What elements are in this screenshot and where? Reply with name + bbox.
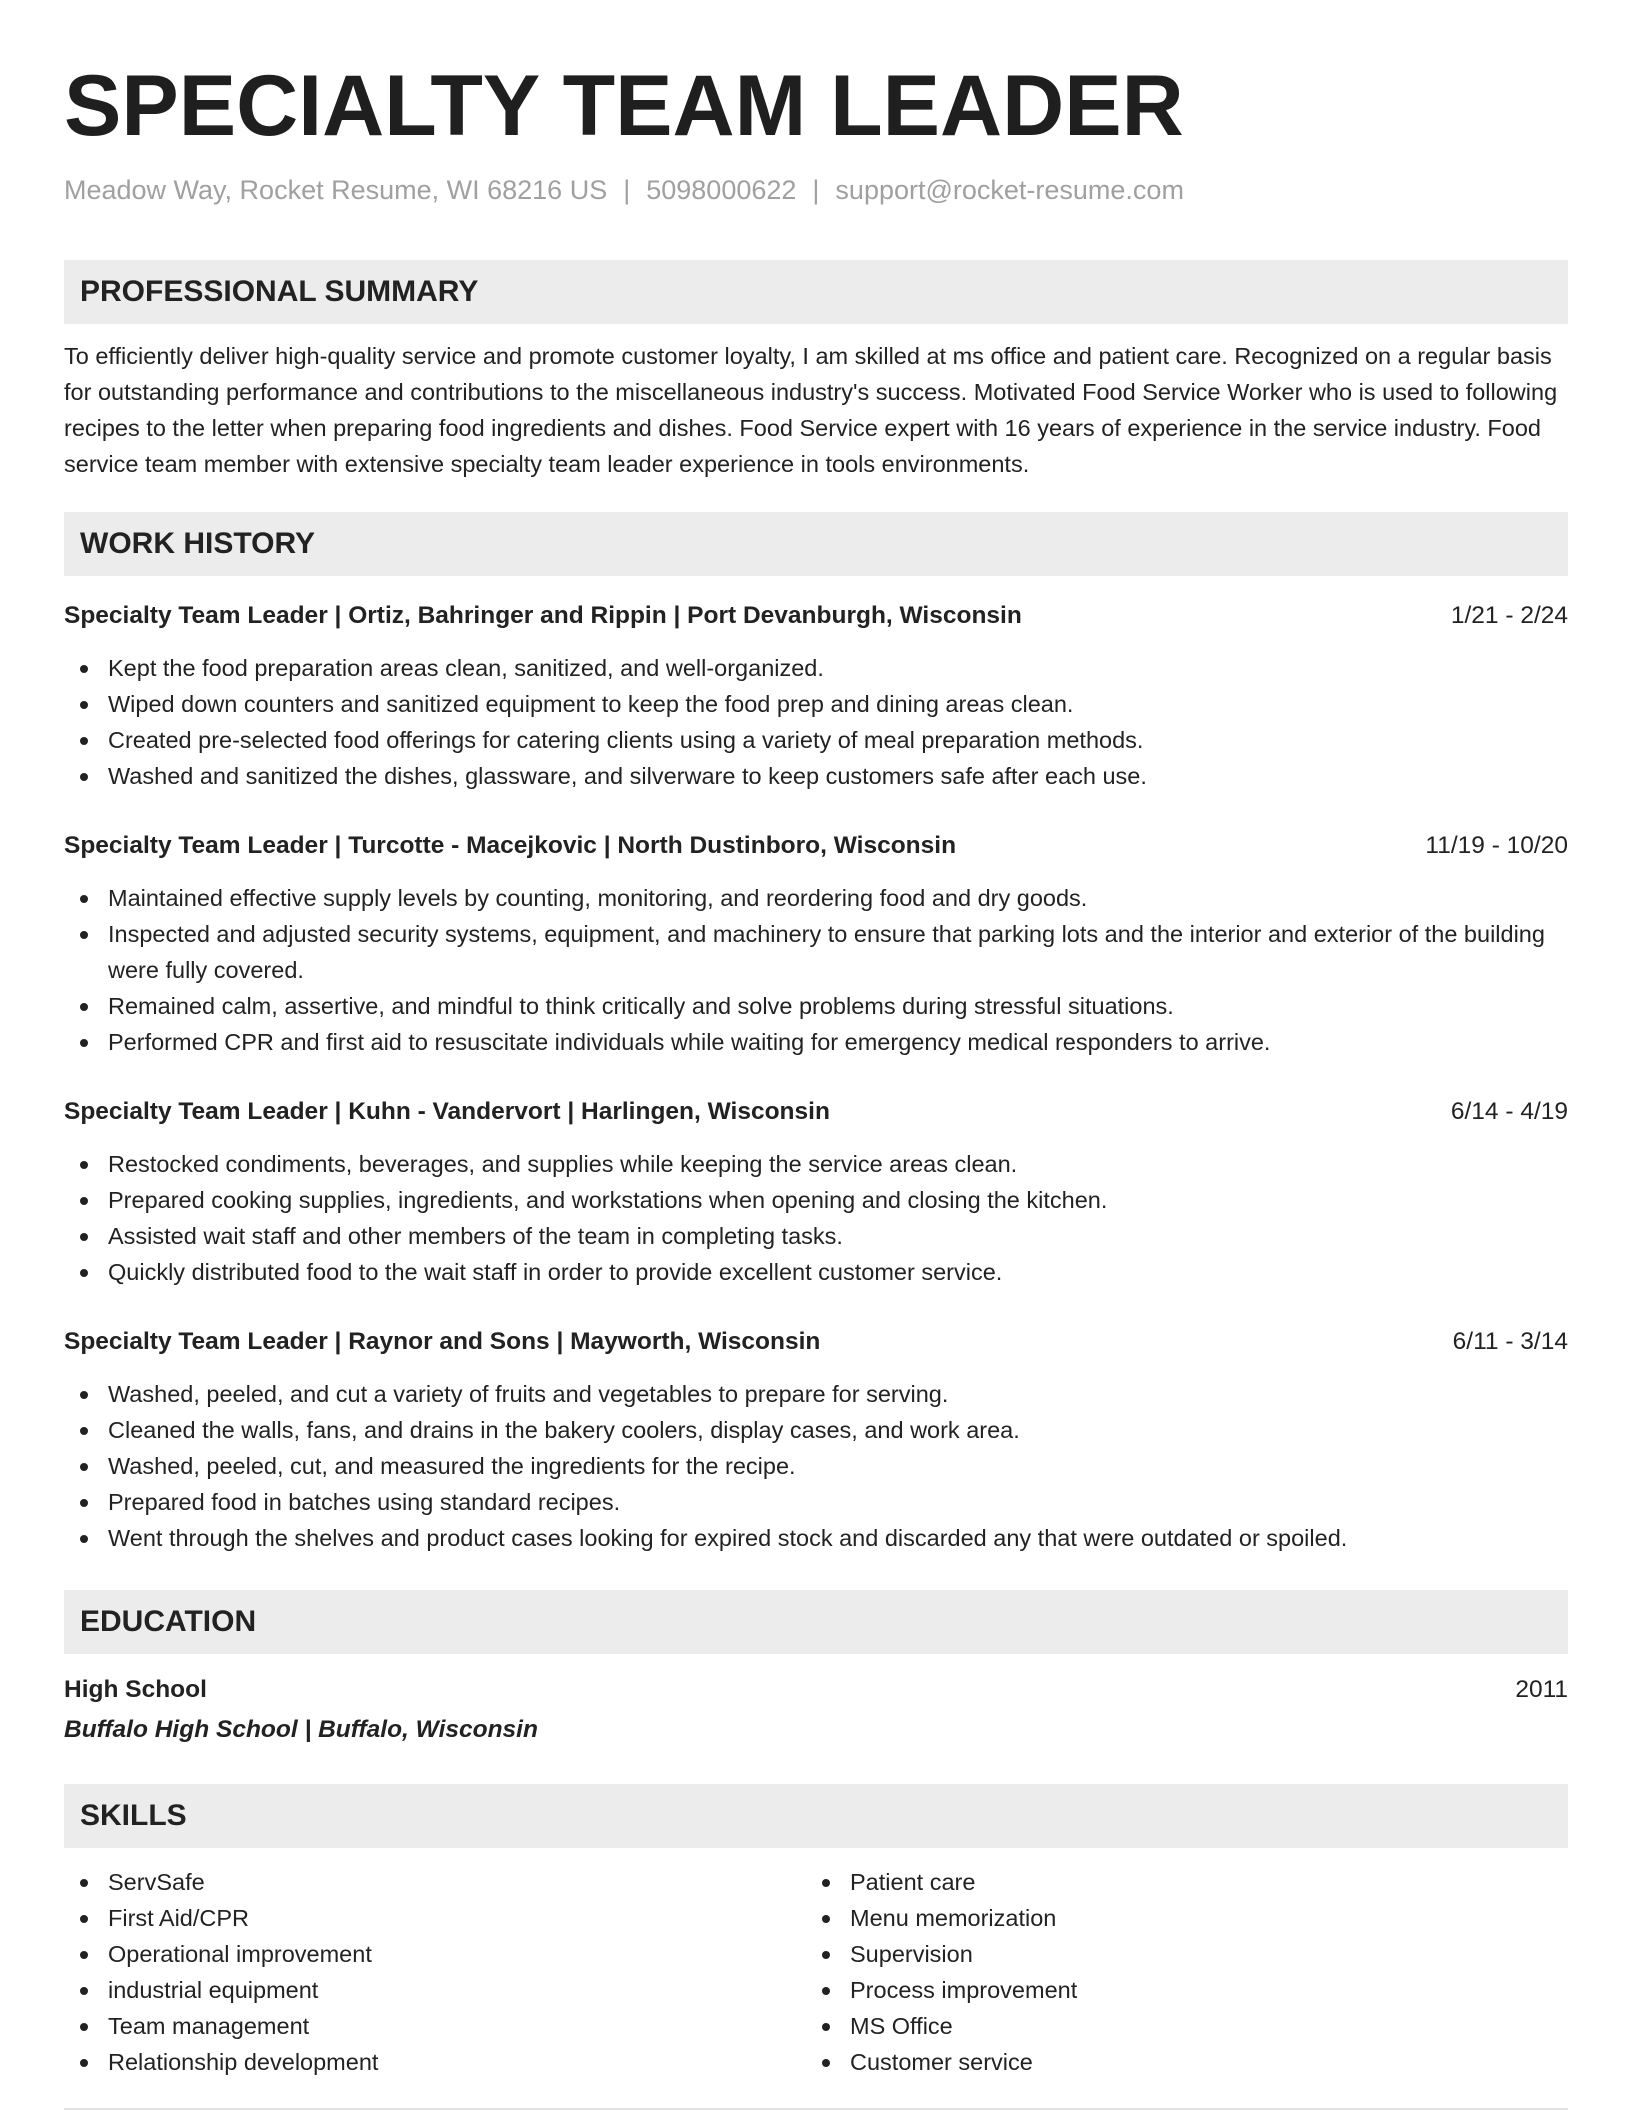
section-header-education: EDUCATION	[64, 1590, 1568, 1654]
skills-list	[64, 1864, 806, 2080]
skill-item: Team management	[64, 2008, 806, 2044]
bottom-divider	[64, 2108, 1568, 2110]
skill-item: MS Office	[806, 2008, 1548, 2044]
job-title: Specialty Team Leader | Ortiz, Bahringer and Rippin | Port Devanburgh, Wisconsin	[64, 602, 1022, 629]
job-bullets	[64, 1146, 1568, 1290]
job-dates: 6/14 - 4/19	[1450, 1098, 1568, 1125]
skill-item: Supervision	[806, 1936, 1548, 1972]
job-bullet: Inspected and adjusted security systems, equipment, and machinery to ensure that parking lots and the interior and exterior of the building were fully covered.	[64, 916, 1568, 988]
education-school: Buffalo High School | Buffalo, Wisconsin	[64, 1716, 538, 1743]
job-bullets	[64, 650, 1568, 794]
skill-item: Menu memorization	[806, 1900, 1548, 1936]
job-bullet: Kept the food preparation areas clean, sanitized, and well-organized.	[64, 650, 1568, 686]
job-header	[64, 828, 1568, 864]
section-header-skills: SKILLS	[64, 1784, 1568, 1848]
education-entry	[64, 1672, 1568, 1708]
skills-column-right	[806, 1864, 1548, 2080]
job-dates: 1/21 - 2/24	[1450, 602, 1568, 629]
skill-item: Operational improvement	[64, 1936, 806, 1972]
job-entry	[64, 1324, 1568, 1556]
skill-item: Patient care	[806, 1864, 1548, 1900]
skill-item: Process improvement	[806, 1972, 1548, 2008]
resume-name: SPECIALTY TEAM LEADER	[64, 58, 1184, 154]
job-title: Specialty Team Leader | Raynor and Sons | Mayworth, Wisconsin	[64, 1328, 821, 1355]
summary-text: To efficiently deliver high-quality service and promote customer loyalty, I am skilled at ms office and patient care. Recognized on a regular basis for outstanding performance and contributions to the miscellaneous industry's success. Motivated Food Service Worker who is used to following recipes to the letter when preparing food ingredients and dishes. Food Service expert with 16 years of experience in the service industry. Food service team member with extensive specialty team leader experience in tools environments.	[64, 343, 1558, 477]
contact-phone: 5098000622	[646, 175, 797, 205]
skill-item: First Aid/CPR	[64, 1900, 806, 1936]
contact-separator: |	[623, 175, 631, 205]
job-bullet: Prepared food in batches using standard recipes.	[64, 1484, 1568, 1520]
job-entry	[64, 1094, 1568, 1290]
job-bullet: Created pre-selected food offerings for catering clients using a variety of meal preparation methods.	[64, 722, 1568, 758]
job-bullet: Washed and sanitized the dishes, glassware, and silverware to keep customers safe after each use.	[64, 758, 1568, 794]
job-header	[64, 1094, 1568, 1130]
job-bullet: Maintained effective supply levels by counting, monitoring, and reordering food and dry goods.	[64, 880, 1568, 916]
job-title: Specialty Team Leader | Kuhn - Vandervort | Harlingen, Wisconsin	[64, 1098, 830, 1125]
contact-separator: |	[812, 175, 820, 205]
job-bullets	[64, 1376, 1568, 1556]
skills-column-left	[64, 1864, 806, 2080]
education-year: 2011	[1515, 1676, 1568, 1703]
job-bullet: Restocked condiments, beverages, and supplies while keeping the service areas clean.	[64, 1146, 1568, 1182]
job-bullet: Remained calm, assertive, and mindful to think critically and solve problems during stressful situations.	[64, 988, 1568, 1024]
job-bullet: Prepared cooking supplies, ingredients, and workstations when opening and closing the kitchen.	[64, 1182, 1568, 1218]
job-header	[64, 598, 1568, 634]
education-degree: High School	[64, 1676, 207, 1703]
job-bullets	[64, 880, 1568, 1060]
job-bullet: Washed, peeled, and cut a variety of fruits and vegetables to prepare for serving.	[64, 1376, 1568, 1412]
contact-line	[64, 172, 1568, 208]
job-bullet: Performed CPR and first aid to resuscitate individuals while waiting for emergency medical responders to arrive.	[64, 1024, 1568, 1060]
skills-grid	[64, 1864, 1568, 2080]
skill-item: Relationship development	[64, 2044, 806, 2080]
job-bullet: Wiped down counters and sanitized equipment to keep the food prep and dining areas clean.	[64, 686, 1568, 722]
job-entry	[64, 828, 1568, 1060]
job-dates: 11/19 - 10/20	[1425, 832, 1568, 859]
skills-list	[806, 1864, 1548, 2080]
job-dates: 6/11 - 3/14	[1452, 1328, 1568, 1355]
job-bullet: Went through the shelves and product cases looking for expired stock and discarded any that were outdated or spoiled.	[64, 1520, 1568, 1556]
job-bullet: Washed, peeled, cut, and measured the ingredients for the recipe.	[64, 1448, 1568, 1484]
section-header-work-history: WORK HISTORY	[64, 512, 1568, 576]
resume-page	[64, 56, 1568, 2080]
job-bullet: Cleaned the walls, fans, and drains in the bakery coolers, display cases, and work area.	[64, 1412, 1568, 1448]
job-entry	[64, 598, 1568, 794]
job-title: Specialty Team Leader | Turcotte - Macejkovic | North Dustinboro, Wisconsin	[64, 832, 957, 859]
contact-address: Meadow Way, Rocket Resume, WI 68216 US	[64, 175, 608, 205]
job-bullet: Quickly distributed food to the wait staff in order to provide excellent customer service.	[64, 1254, 1568, 1290]
section-header-summary: PROFESSIONAL SUMMARY	[64, 260, 1568, 324]
job-bullet: Assisted wait staff and other members of the team in completing tasks.	[64, 1218, 1568, 1254]
job-header	[64, 1324, 1568, 1360]
skill-item: ServSafe	[64, 1864, 806, 1900]
skill-item: industrial equipment	[64, 1972, 806, 2008]
skill-item: Customer service	[806, 2044, 1548, 2080]
contact-email: support@rocket-resume.com	[835, 175, 1184, 205]
